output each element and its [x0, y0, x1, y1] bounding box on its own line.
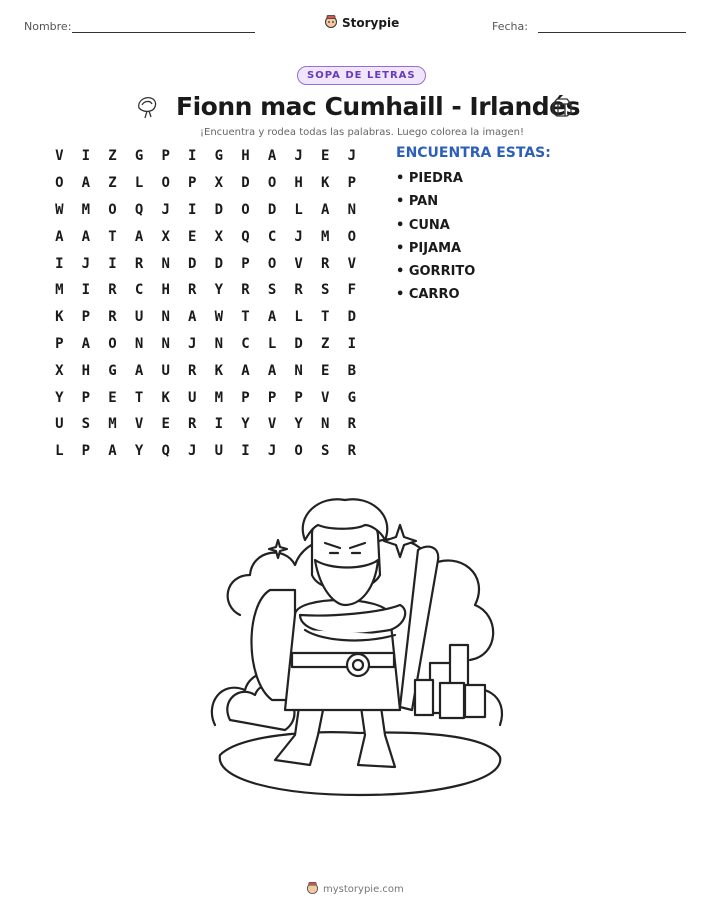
grid-letter[interactable]: J [161, 201, 170, 218]
grid-letter[interactable]: L [294, 309, 303, 326]
word-list [396, 145, 551, 311]
grid-letter[interactable]: P [241, 389, 250, 406]
grid-letter[interactable]: U [55, 416, 64, 433]
grid-letter[interactable]: I [188, 148, 197, 165]
grid-letter[interactable]: P [241, 255, 250, 272]
grid-letter[interactable]: A [134, 362, 144, 379]
grid-letter[interactable]: P [81, 443, 91, 460]
grid-letter[interactable]: O [108, 335, 117, 352]
grid-row [46, 197, 365, 224]
grid-letter[interactable]: R [188, 362, 197, 379]
footer-url[interactable]: mystorypie.com [323, 883, 404, 895]
grid-letter[interactable]: I [188, 201, 197, 218]
grid-letter[interactable]: D [214, 255, 224, 272]
grid-letter[interactable]: H [81, 362, 91, 379]
grid-row [46, 143, 365, 170]
grid-letter[interactable]: H [294, 175, 303, 192]
grid-letter[interactable]: Q [161, 443, 170, 460]
grid-letter[interactable]: M [321, 228, 330, 245]
grid-letter[interactable]: E [108, 389, 117, 406]
grid-letter[interactable]: A [267, 362, 277, 379]
grid-letter[interactable]: M [214, 389, 224, 406]
grid-letter[interactable]: K [214, 362, 224, 379]
grid-letter[interactable]: N [161, 335, 170, 352]
grid-letter[interactable]: Q [134, 201, 144, 218]
grid-letter[interactable]: Y [134, 443, 144, 460]
word-list-item: • PIJAMA [396, 240, 462, 256]
grid-letter[interactable]: A [188, 309, 197, 326]
grid-letter[interactable]: N [294, 362, 303, 379]
grid-letter[interactable]: T [241, 309, 250, 326]
grid-letter[interactable]: N [161, 309, 170, 326]
grid-letter[interactable]: J [347, 148, 357, 165]
grid-row [46, 170, 365, 197]
grid-letter[interactable]: Z [108, 175, 117, 192]
grid-letter[interactable]: Y [294, 416, 303, 433]
grid-letter[interactable]: S [321, 282, 330, 299]
grid-letter[interactable]: P [347, 175, 357, 192]
grid-letter[interactable]: I [81, 282, 91, 299]
word-list-item: • PAN [396, 194, 439, 210]
grid-letter[interactable]: V [347, 255, 357, 272]
grid-letter[interactable]: O [347, 228, 357, 245]
grid-letter[interactable]: M [108, 416, 117, 433]
grid-letter[interactable]: A [81, 175, 91, 192]
grid-letter[interactable]: J [294, 148, 303, 165]
grid-row [46, 438, 365, 465]
grid-letter[interactable]: A [267, 309, 277, 326]
grid-letter[interactable]: D [214, 201, 224, 218]
grid-letter[interactable]: A [81, 335, 91, 352]
name-label: Nombre: [24, 20, 72, 33]
grid-letter[interactable]: R [321, 255, 330, 272]
grid-letter[interactable]: L [294, 201, 303, 218]
grid-letter[interactable]: M [55, 282, 64, 299]
grid-letter[interactable]: H [241, 148, 250, 165]
grid-letter[interactable]: J [188, 335, 197, 352]
grid-letter[interactable]: G [214, 148, 224, 165]
grid-letter[interactable]: G [108, 362, 117, 379]
grid-letter[interactable]: V [321, 389, 330, 406]
grid-letter[interactable]: N [134, 335, 144, 352]
grid-letter[interactable]: I [347, 335, 357, 352]
grid-letter[interactable]: K [321, 175, 330, 192]
grid-letter[interactable]: E [161, 416, 170, 433]
page-title: Fionn mac Cumhaill - Irlandés [176, 92, 581, 121]
grid-letter[interactable]: T [108, 228, 117, 245]
grid-letter[interactable]: R [347, 443, 357, 460]
grid-letter[interactable]: J [81, 255, 91, 272]
grid-letter[interactable]: N [161, 255, 170, 272]
instructions: ¡Encuentra y rodea todas las palabras. Luego colorea la imagen! [200, 127, 524, 138]
grid-letter[interactable]: A [321, 201, 330, 218]
word-search-grid[interactable] [46, 143, 365, 465]
grid-letter[interactable]: Z [108, 148, 117, 165]
brand-logo [324, 14, 399, 31]
grid-letter[interactable]: Q [241, 228, 250, 245]
grid-letter[interactable]: Y [241, 416, 250, 433]
grid-letter[interactable]: V [55, 148, 64, 165]
grid-letter[interactable]: P [188, 175, 197, 192]
grid-letter[interactable]: U [161, 362, 170, 379]
grid-row [46, 411, 365, 438]
grid-letter[interactable]: A [81, 228, 91, 245]
grid-letter[interactable]: H [161, 282, 170, 299]
grid-letter[interactable]: I [214, 416, 224, 433]
grid-letter[interactable]: R [108, 282, 117, 299]
bonnet-icon [133, 92, 161, 124]
grid-letter[interactable]: F [347, 282, 357, 299]
grid-letter[interactable]: R [134, 255, 144, 272]
grid-letter[interactable]: P [81, 389, 91, 406]
activity-badge: SOPA DE LETRAS [297, 66, 426, 85]
grid-letter[interactable]: Y [214, 282, 224, 299]
grid-letter[interactable]: T [134, 389, 144, 406]
grid-letter[interactable]: V [294, 255, 303, 272]
grid-letter[interactable]: Y [55, 389, 64, 406]
grid-row [46, 357, 365, 384]
grid-letter[interactable]: W [55, 201, 64, 218]
footer [306, 881, 404, 897]
grid-letter[interactable]: U [214, 443, 224, 460]
grid-letter[interactable]: L [55, 443, 64, 460]
name-field-line[interactable] [72, 32, 255, 33]
grid-letter[interactable]: A [108, 443, 117, 460]
grid-letter[interactable]: S [267, 282, 277, 299]
grid-letter[interactable]: N [321, 416, 330, 433]
grid-row [46, 384, 365, 411]
grid-letter[interactable]: L [134, 175, 144, 192]
grid-letter[interactable]: J [267, 443, 277, 460]
word-list-item: • CUNA [396, 217, 450, 233]
grid-letter[interactable]: U [134, 309, 144, 326]
grid-row [46, 304, 365, 331]
word-list-item: • CARRO [396, 287, 460, 303]
grid-row [46, 331, 365, 358]
grid-letter[interactable]: V [267, 416, 277, 433]
grid-letter[interactable]: P [267, 389, 277, 406]
grid-letter[interactable]: E [321, 148, 330, 165]
grid-letter[interactable]: G [347, 389, 357, 406]
grid-letter[interactable]: I [81, 148, 91, 165]
grid-letter[interactable]: S [321, 443, 330, 460]
grid-letter[interactable]: D [188, 255, 197, 272]
stone-icon [549, 94, 575, 124]
grid-letter[interactable]: D [267, 201, 277, 218]
grid-letter[interactable]: R [188, 416, 197, 433]
grid-letter[interactable]: D [347, 309, 357, 326]
grid-row [46, 250, 365, 277]
grid-letter[interactable]: K [55, 309, 64, 326]
grid-letter[interactable]: E [188, 228, 197, 245]
grid-letter[interactable]: X [161, 228, 170, 245]
grid-letter[interactable]: L [267, 335, 277, 352]
grid-letter[interactable]: O [267, 255, 277, 272]
brand-name: Storypie [342, 15, 400, 30]
grid-letter[interactable]: C [267, 228, 277, 245]
grid-letter[interactable]: A [267, 148, 277, 165]
grid-letter[interactable]: W [214, 309, 224, 326]
storypie-mascot-icon [324, 14, 338, 31]
grid-letter[interactable]: R [108, 309, 117, 326]
grid-letter[interactable]: A [241, 362, 250, 379]
grid-letter[interactable]: R [241, 282, 250, 299]
grid-letter[interactable]: O [161, 175, 170, 192]
grid-row [46, 223, 365, 250]
grid-letter[interactable]: R [188, 282, 197, 299]
grid-letter[interactable]: O [55, 175, 64, 192]
grid-letter[interactable]: U [188, 389, 197, 406]
word-list-title: ENCUENTRA ESTAS: [396, 145, 551, 161]
grid-letter[interactable]: C [241, 335, 250, 352]
grid-letter[interactable]: D [241, 175, 250, 192]
grid-row [46, 277, 365, 304]
grid-letter[interactable]: C [134, 282, 144, 299]
date-field-line[interactable] [538, 32, 686, 33]
grid-letter[interactable]: R [347, 416, 357, 433]
grid-letter[interactable]: P [294, 389, 303, 406]
word-list-item: • GORRITO [396, 264, 476, 280]
grid-letter[interactable]: K [161, 389, 170, 406]
grid-letter[interactable]: Z [321, 335, 330, 352]
grid-letter[interactable]: P [81, 309, 91, 326]
grid-letter[interactable]: O [108, 201, 117, 218]
grid-letter[interactable]: O [241, 201, 250, 218]
grid-letter[interactable]: E [321, 362, 330, 379]
giant-warrior-illustration [200, 495, 520, 819]
grid-letter[interactable]: A [55, 228, 64, 245]
grid-letter[interactable]: O [294, 443, 303, 460]
grid-letter[interactable]: X [214, 228, 224, 245]
grid-letter[interactable]: X [55, 362, 64, 379]
grid-letter[interactable]: I [108, 255, 117, 272]
grid-letter[interactable]: S [81, 416, 91, 433]
grid-letter[interactable]: B [347, 362, 357, 379]
grid-letter[interactable]: R [294, 282, 303, 299]
date-label: Fecha: [492, 20, 528, 33]
grid-letter[interactable]: N [347, 201, 357, 218]
grid-letter[interactable]: J [294, 228, 303, 245]
grid-letter[interactable]: T [321, 309, 330, 326]
grid-letter[interactable]: A [134, 228, 144, 245]
grid-letter[interactable]: G [134, 148, 144, 165]
grid-letter[interactable]: P [55, 335, 64, 352]
grid-letter[interactable]: J [188, 443, 197, 460]
grid-letter[interactable]: I [241, 443, 250, 460]
grid-letter[interactable]: M [81, 201, 91, 218]
grid-letter[interactable]: N [214, 335, 224, 352]
word-list-item: • PIEDRA [396, 171, 463, 186]
storypie-mascot-icon [306, 881, 319, 897]
grid-letter[interactable]: D [294, 335, 303, 352]
grid-letter[interactable]: I [55, 255, 64, 272]
grid-letter[interactable]: V [134, 416, 144, 433]
grid-letter[interactable]: P [161, 148, 170, 165]
grid-letter[interactable]: X [214, 175, 224, 192]
grid-letter[interactable]: O [267, 175, 277, 192]
